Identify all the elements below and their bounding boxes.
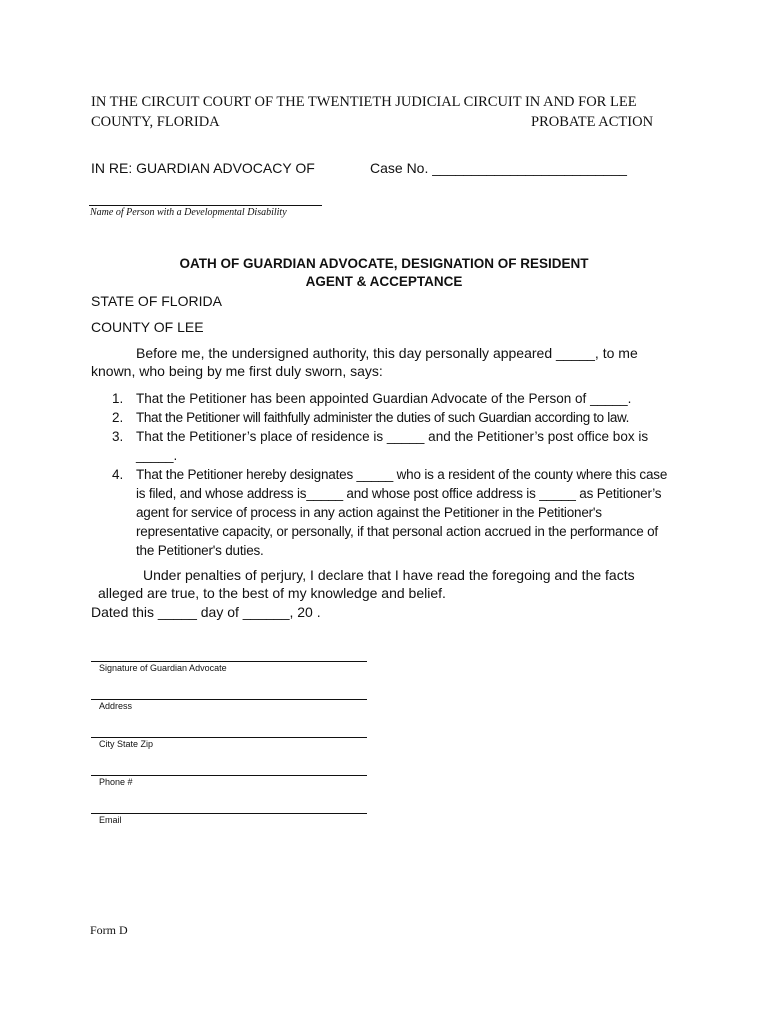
court-heading-line2: COUNTY, FLORIDA bbox=[91, 114, 220, 130]
item-number: 4. bbox=[112, 467, 124, 482]
person-name-line bbox=[89, 205, 322, 206]
oath-item-3 bbox=[112, 427, 672, 465]
oath-item-1 bbox=[112, 389, 682, 408]
address-line bbox=[91, 699, 367, 700]
intro-line1: Before me, the undersigned authority, this day personally appeared _____, to me bbox=[136, 345, 638, 361]
item-text: That the Petitioner hereby designates _____ who is a resident of the county where this case is filed, and whose address is_____ and whose post office address is _____ as Petitioner’s agent for service of process in any action against the Petitioner in the Petitioner's representative capacity, or personally, if that personal action accrued in the performance of the Petitioner's duties. bbox=[136, 467, 668, 558]
court-heading-line1: IN THE CIRCUIT COURT OF THE TWENTIETH JUDICIAL CIRCUIT IN AND FOR LEE bbox=[91, 94, 637, 110]
item-text: That the Petitioner has been appointed Guardian Advocate of the Person of _____. bbox=[136, 391, 632, 406]
item-text: That the Petitioner will faithfully administer the duties of such Guardian according to law. bbox=[136, 410, 630, 425]
email-label: Email bbox=[99, 815, 122, 825]
perjury-line2: alleged are true, to the best of my knowledge and belief. bbox=[98, 585, 446, 601]
person-name-label: Name of Person with a Developmental Disability bbox=[90, 207, 287, 218]
in-re-label: IN RE: GUARDIAN ADVOCACY OF bbox=[91, 160, 315, 176]
perjury-line1: Under penalties of perjury, I declare that I have read the foregoing and the facts bbox=[143, 567, 635, 583]
oath-item-2 bbox=[112, 408, 682, 427]
address-label: Address bbox=[99, 701, 133, 711]
city-state-zip-line bbox=[91, 737, 367, 738]
state-label: STATE OF FLORIDA bbox=[91, 293, 222, 309]
item-number: 1. bbox=[112, 391, 124, 406]
form-id: Form D bbox=[90, 923, 128, 937]
oath-item-4 bbox=[112, 465, 678, 560]
phone-line bbox=[91, 775, 367, 776]
phone-label: Phone # bbox=[99, 777, 133, 787]
email-line bbox=[91, 813, 367, 814]
item-number: 2. bbox=[112, 410, 124, 425]
dated-line: Dated this _____ day of ______, 20 . bbox=[91, 604, 321, 620]
item-number: 3. bbox=[112, 429, 124, 444]
document-title-line2: AGENT & ACCEPTANCE bbox=[305, 274, 463, 289]
item-text: That the Petitioner’s place of residence is _____ and the Petitioner’s post office box is _____. bbox=[136, 429, 649, 463]
intro-line2: known, who being by me first duly sworn, says: bbox=[91, 363, 383, 379]
city-state-zip-label: City State Zip bbox=[99, 739, 154, 749]
county-label: COUNTY OF LEE bbox=[91, 319, 204, 335]
case-number-field: Case No. _________________________ bbox=[370, 160, 627, 176]
document-title-line1: OATH OF GUARDIAN ADVOCATE, DESIGNATION OF RESIDENT bbox=[179, 256, 589, 271]
signature-line bbox=[91, 661, 367, 662]
probate-action-label: PROBATE ACTION bbox=[531, 114, 654, 130]
signature-label: Signature of Guardian Advocate bbox=[99, 663, 227, 673]
